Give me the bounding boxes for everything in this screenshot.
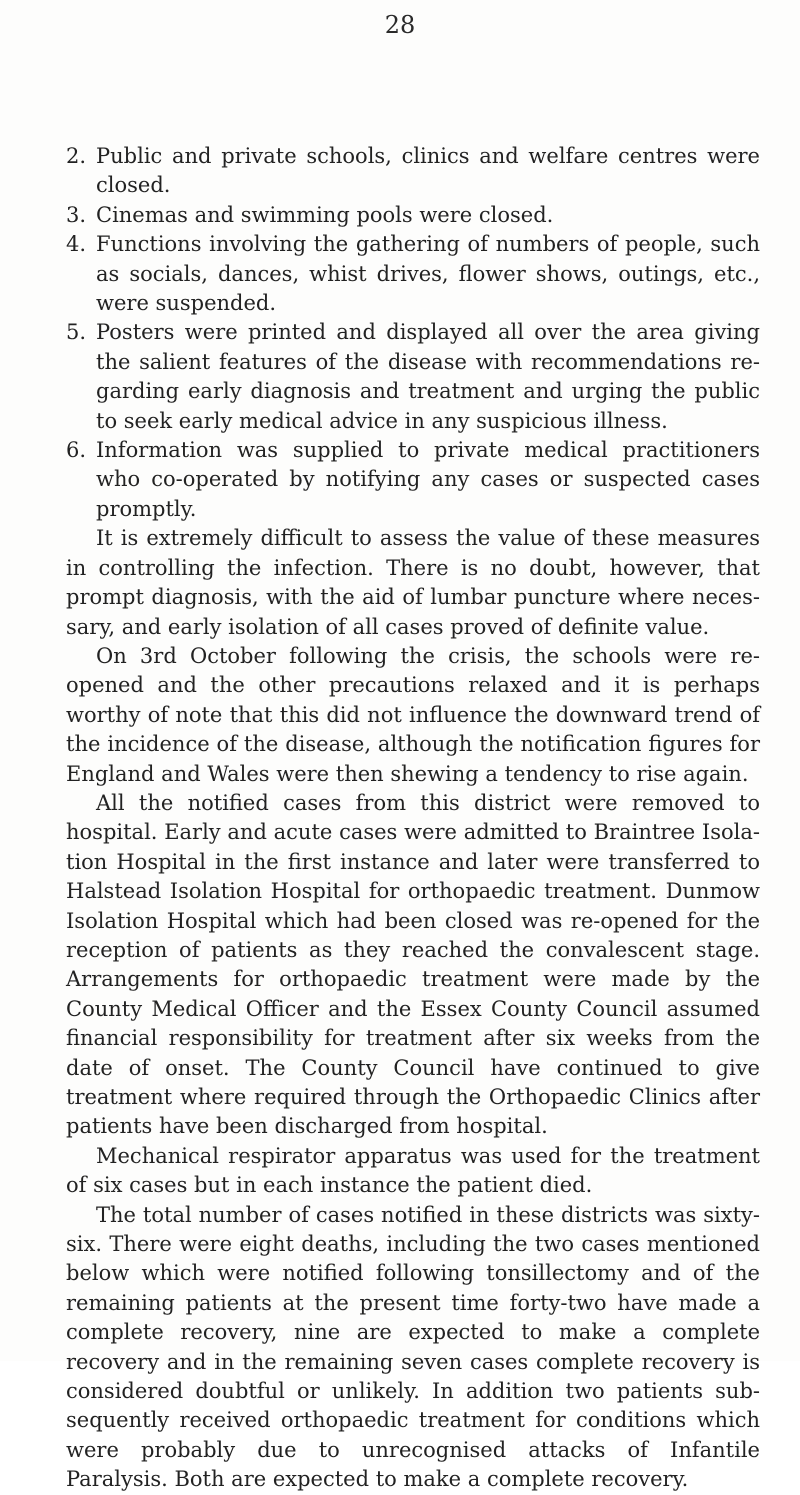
page-body: [66, 142, 760, 1495]
list-item: [66, 436, 760, 524]
list-item: [66, 230, 760, 318]
paragraph: On 3rd October following the crisis, the schools were reopened and the other precautions relaxed and it is perhaps worthy of note that this did not influence the downward trend of the incidence of the disease, although the notification figures for England and Wales were then shewing a tendency to rise again.: [66, 643, 760, 786]
list-item-number: 5.: [66, 320, 87, 345]
list-item: [66, 142, 760, 201]
paragraph: All the notified cases from this district were removed to hospital. Early and acute cases were admitted to Braintree Isolation Hospital in the first instance and later were transferred to Halstead Isolation Hospital for orthopaedic treatment. Dunmow Isolation Hospital which had been closed was re-opened for the reception of patients as they reached the convalescent stage. Arrangements for orthopaedic treatment were made by the County Medical Officer and the Essex County Council assumed financial responsibility for treatment after six weeks from the date of onset. The County Council have continued to give treatment where required through the Orthopaedic Clinics after patients have been discharged from hospital.: [66, 790, 760, 1139]
list-item-number: 2.: [66, 144, 87, 168]
paragraph: Mechanical respirator apparatus was used for the treatment of six cases but in each instance the patient died.: [66, 1143, 760, 1198]
list-item-text: Public and private schools, clinics and welfare centres were closed.: [96, 144, 760, 198]
page-number: 28: [384, 11, 416, 39]
list-item-text: Information was supplied to private medical practitioners who co-operated by notifying any cases or suspected cases promptly.: [96, 438, 760, 521]
list-item-text: Functions involving the gathering of numbers of people, such as socials, dances, whist drives, flower shows, outings, etc., were suspended.: [96, 232, 760, 316]
list-item-text: Posters were printed and displayed all over the area giving the salient features of the disease with recommendations regarding early diagnosis and treatment and urging the public to seek early medical advice in any suspicious illness.: [96, 320, 760, 433]
list-item-number: 6.: [66, 438, 87, 463]
list-item-number: 4.: [66, 232, 87, 257]
paragraph: The total number of cases notified in these districts was sixty-six. There were eight deaths, including the two cases mentioned below which were notified following tonsillectomy and of the remaining patients at the present time forty-two have made a complete recovery, nine are expected to make a complete recovery and in the remaining seven cases complete recovery is considered doubtful or unlikely. In addition two patients subsequently received orthopaedic treatment for conditions which were probably due to unrecognised attacks of Infantile Paralysis. Both are expected to make a complete recovery.: [66, 1202, 760, 1492]
list-item: [66, 201, 760, 230]
list-item-text: Cinemas and swimming pools were closed.: [96, 202, 554, 227]
paragraph: It is extremely difficult to assess the value of these measures in controlling the infection. There is no doubt, however, that prompt diagnosis, with the aid of lumbar puncture where necessary, and early isolation of all cases proved of definite value.: [66, 526, 760, 639]
list-item: [66, 318, 760, 436]
list-item-number: 3.: [66, 202, 87, 227]
